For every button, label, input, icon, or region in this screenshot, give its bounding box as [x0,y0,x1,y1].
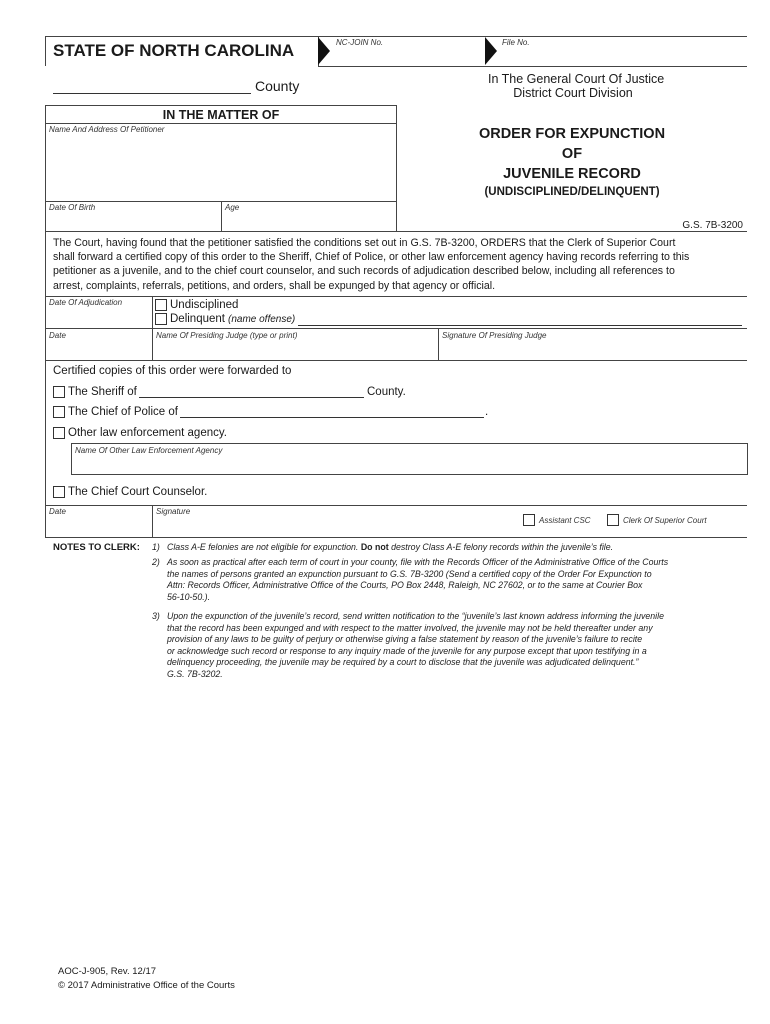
file-field[interactable] [500,48,740,64]
name-offense-label: (name offense) [228,314,296,325]
note-1 [152,542,747,554]
signature-row-top-border [45,505,747,506]
chief-counselor-label: The Chief Court Counselor. [68,486,208,498]
sheriff-county-input-line[interactable] [139,397,364,398]
clerk-signature-label: Signature [156,507,191,516]
notes-heading: NOTES TO CLERK: [53,542,140,553]
clerk-signature-field[interactable] [154,517,516,535]
police-suffix: . [485,406,489,418]
copies-top-border [45,360,747,361]
assistant-csc-label: Assistant CSC [539,516,591,525]
undisciplined-checkbox[interactable] [155,299,167,311]
other-agency-name-label: Name Of Other Law Enforcement Agency [75,446,223,455]
header-bottom-border [318,66,747,67]
judge-row-top-border [45,328,747,329]
state-title: STATE OF NORTH CAROLINA [53,41,295,60]
note-2-line2: the names of persons granted an expunction pursuant to G.S. 7B-3200 (Send a certified copy of the Order For Expunction to [167,568,652,579]
petitioner-field[interactable] [47,136,394,200]
header-left-border [45,36,46,66]
note-3-line3: provision of any laws to be guilty of perjury or otherwise giving a false statement by reason of the juvenile’s failure to recite [167,634,643,645]
dob-age-divider [221,201,222,231]
note-3-line2: that the record has been expunged and with respect to the matter involved, the juvenile may not be held thereafter under any [167,622,653,633]
matter-right-border [396,105,397,231]
clerk-date-label: Date [49,507,66,516]
county-label: County [255,78,300,94]
note-3-line1: Upon the expunction of the juvenile’s record, send written notification to the “juvenile’s last known address informing the juvenile [167,611,664,621]
note-3-line5: delinquency proceeding, the juvenile may be required by a court to disclose that the juvenile was adjudicated delinquent.” [167,657,639,668]
njoin-field[interactable] [334,48,484,64]
top-border [45,36,747,37]
clerk-date-field[interactable] [47,517,150,535]
signature-row-bottom-border [45,537,747,538]
offense-input-line[interactable] [298,325,742,326]
note-2-line4: 56-10-50.). [167,591,211,602]
file-label: File No. [502,38,530,47]
county-input-line[interactable] [53,93,251,94]
note-3-line4: or acknowledge such record or response to any inquiry made of the juvenile for any purpose except that upon testifying in a [167,645,647,656]
sheriff-prefix: The Sheriff of [68,386,137,398]
assistant-csc-checkbox[interactable] [523,514,535,526]
adjudication-date-field[interactable] [47,308,150,326]
order-top-border [45,231,747,232]
note-3-number: 3) [152,611,160,621]
age-label: Age [225,203,240,212]
title-line1: ORDER FOR EXPUNCTION [478,126,666,142]
police-input-line[interactable] [180,417,484,418]
note-3-line6: G.S. 7B-3202. [167,668,223,679]
judge-row-divider [438,328,439,360]
clerk-superior-label: Clerk Of Superior Court [623,516,707,525]
note-1-number: 1) [152,542,160,552]
judge-date-field[interactable] [47,341,150,358]
matter-top-border [45,105,396,106]
title-line4: (UNDISCIPLINED/DELINQUENT) [484,186,660,198]
order-text-line2: shall forward a certified copy of this order to the Sheriff, Chief of Police, or other law enforcement agency having records referring to this [53,251,690,263]
delinquent-checkbox[interactable] [155,313,167,325]
undisciplined-label: Undisciplined [170,299,239,311]
njoin-label: NC-JOIN No. [336,38,384,47]
age-field[interactable] [223,213,394,229]
police-prefix: The Chief of Police of [68,406,178,418]
adjudication-date-label: Date Of Adjudication [49,298,123,307]
police-checkbox[interactable] [53,406,65,418]
dob-label: Date Of Birth [49,203,96,212]
judge-name-field[interactable] [154,341,436,358]
order-left-border [45,231,46,537]
signature-row-divider [152,505,153,537]
judge-name-label: Name Of Presiding Judge (type or print) [156,331,298,340]
other-agency-checkbox[interactable] [53,427,65,439]
order-text-line3: petitioner as a juvenile, and to the chief court counselor, and such records of adjudication described below, including all references to [53,265,675,277]
title-line2: OF [561,146,583,162]
njoin-arrow-icon [318,37,332,65]
court-line2: District Court Division [513,86,633,100]
other-agency-label: Other law enforcement agency. [68,427,227,439]
order-text-line1: The Court, having found that the petitioner satisfied the conditions set out in G.S. 7B-3200, ORDERS that the Clerk of Superior Court [53,237,676,249]
copyright: © 2017 Administrative Office of the Courts [58,980,235,991]
judge-signature-field[interactable] [440,341,745,358]
note-2-line3: Attn: Records Officer, Administrative Office of the Courts, PO Box 2448, Raleigh, NC 27602, or to the same at Courier Box [167,580,643,591]
petitioner-label: Name And Address Of Petitioner [49,125,165,134]
copies-heading: Certified copies of this order were forwarded to [53,365,292,377]
chief-counselor-checkbox[interactable] [53,486,65,498]
delinquent-label: Delinquent [170,313,225,325]
note-2-line1: As soon as practical after each term of court in your county, file with the Records Officer of the Administrative Office of the Courts [167,557,669,567]
matter-heading: IN THE MATTER OF [162,108,280,122]
note-3 [152,611,747,681]
sheriff-suffix: County. [367,386,406,398]
sheriff-checkbox[interactable] [53,386,65,398]
file-arrow-icon [485,37,499,65]
adjudication-top-border [45,296,747,297]
note-2-number: 2) [152,557,160,567]
note-1-text-b: destroy Class A-E felony records within the juvenile’s file. [391,542,614,552]
judge-signature-label: Signature Of Presiding Judge [442,331,547,340]
note-2 [152,557,747,603]
statute-ref: G.S. 7B-3200 [682,220,743,231]
order-text-line4: arrest, complaints, referrals, petitions, and orders, shall be expunged by that agency or official. [53,280,496,292]
clerk-superior-checkbox[interactable] [607,514,619,526]
form-id: AOC-J-905, Rev. 12/17 [58,966,157,977]
note-1-text-a: Class A-E felonies are not eligible for expunction. [167,542,359,552]
court-line1: In The General Court Of Justice [488,72,665,86]
judge-date-label: Date [49,331,66,340]
dob-field[interactable] [47,213,219,229]
title-line3: JUVENILE RECORD [503,166,641,182]
matter-heading-divider [45,123,396,124]
note-1-emphasis: Do not [360,542,389,552]
